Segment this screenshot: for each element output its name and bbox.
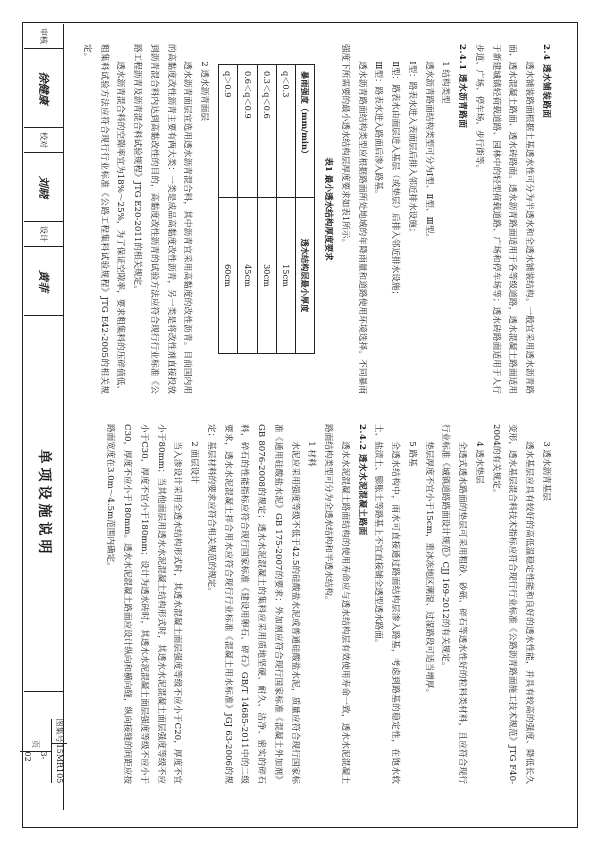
list-item: Ⅰ型：路表水进入表面层后排入邻近排水设施； [407,61,417,237]
table-caption: 表1 最小透水结构厚度要求 [323,157,334,261]
table-cell: q＜0.3 [276,65,295,198]
table-cell: q＞0.9 [219,65,238,198]
subheading: 5 路基 [407,441,417,467]
section-heading: 2.4.1 透水沥青路面 [457,44,468,129]
list-item: Ⅱ型：路表水由面层进入基层（或垫层）后排入邻近排水设施； [390,61,401,300]
paragraph: 全透式透水路面的垫层可采用粗砂、砂砾、碎石等透水性好的粒料类材料，且应符合现行行业标准《城镇道路路面设计规范》CJJ 169-2012的有关规定。 [440,424,468,784]
designer-label: 设计 [24,222,63,247]
atlas-label: 图集号 [52,719,68,744]
subheading: 4 透水垫层 [474,441,484,484]
paragraph: 透水铺装路面根据土基透水性可分为半透水和全透水铺装结构。一般宜采用透水沥青路面、透水混凝土路面、透水砖路面。透水沥青路面适用于各等级道路，透水混凝土路面适用于新建城镇轻荷载道路、园林中的轻型荷载道路、广场和停车场等；透水砖路面适用于人行步道、广场、停车场、步行街等。 [474,44,535,394]
page-label: 页 [20,738,51,752]
table-cell: 45cm [238,197,257,353]
reviewer-label: 审核 [24,24,63,49]
table-row [257,65,276,354]
table-header: 透水结构层最小厚度 [296,197,315,353]
checker-label: 校对 [24,128,63,153]
section-heading: 2.4 透水铺装路面 [541,44,551,119]
paragraph: 透水水泥混凝土路面结构的使用寿命应与透水结构层有效使用寿命一致，透水水泥混凝土路面结构类型可分为全透水结构和半透水结构。 [323,424,350,784]
sheet-title: 单项设施说明 [24,316,63,692]
thickness-table [218,64,315,354]
paragraph: 透水沥青路面结构类型应根据路面所处地域的年降雨量和道路使用环境选择。不同暴雨强度下所需要的最小透水结构层厚度要求如表1所示。 [340,44,367,394]
table-cell: 0.6＜q＜0.9 [238,65,257,198]
table-header: 暴雨强度（mm/min） [296,65,315,198]
subheading: 2 面层设计 [189,441,200,484]
atlas-info [24,692,63,810]
page-number: 3-02 [23,751,48,762]
list-item: Ⅲ型：路表水进入路面后渗入路基。 [373,61,384,199]
table-row [276,65,295,354]
table-cell: 30cm [257,197,276,353]
designer-name: 黄菲 [24,247,63,316]
reviewer-signature: 徐健康 [24,49,63,128]
right-column [102,424,554,784]
table-cell: 60cm [219,197,238,353]
subheading: 3 透水沥青基层 [541,441,551,501]
left-column [78,44,554,394]
page-row [20,738,51,765]
table-cell: 15cm [276,197,295,353]
paragraph: 水泥应采用强度等级不低于42.5的硅酸盐水泥或普通硅酸盐水泥，质量应符合现行国家标准《通用硅酸盐水泥》GB 175-2007的要求；外加剂应符合现行国家标准《混凝土外加剂》GB 8076-2008的规定；透水水泥混凝土的集料应采用质地坚硬、耐久、洁净、密实的碎石料，碎石的性能指标应符合现行国家标准《建设用卵石、碎石》GB/T 14685-2011中的二级要求，透水水泥混凝土拌合用水应符合现行行业标准《混凝土用水标准》JGJ 63-2006的规定；基层材料的要求应符合相关规范的规定。 [206,424,300,784]
subheading: 2 透水沥青面层 [199,61,210,121]
table-row [238,65,257,354]
paragraph: 当入渗设计采用全透水结构形式时，其透水混凝土面层强度等级不应小于C20，厚度不宜小于80mm；当其他面层用透水水泥混凝土结构形式时，其透水水泥混凝土面层强度等级不应小于C30，厚度不宜小于180mm；设计为透水砖时，其透水水泥混凝土面层强度等级不应小于C30，厚度不应小于180mm。透水水泥混凝土路面应设计纵向和横向缝，纵向接缝的间距应按路面宽度在3.0m～4.5m范围内确定。 [105,424,183,784]
atlas-number: 15MR105 [55,743,65,784]
table-row [219,65,238,354]
rotated-sheet [24,24,576,810]
atlas-row [51,719,68,784]
paragraph: 透水沥青面层宜选用透水沥青混合料，其中沥青宜采用高黏度的改性沥青。目前国内用的高黏度改性沥青主要有两大类：一类是成品高黏度改性沥青，另一类是将改性剂直接投放到沥青混合料内达到高黏改性的目的，高黏度改性沥青的试验方法应符合现行行业标准《公路工程沥青及沥青混合料试验规程》JTG E20-2011的相关规定。 [132,44,193,394]
table-header-row [296,65,315,354]
paragraph: 垫层厚度不宜小于15cm，重冰冻地区潮湿、过湿路段可适当增厚。 [423,441,434,698]
section-heading: 2.4.2 透水水泥混凝土路面 [356,424,367,536]
title-block [24,24,64,810]
checker-name: 刘晓 [24,153,63,222]
paragraph: 透水基层应具有较好的高低温稳定性能和良好的透水性能，并具有较高的强度、降低长久变形，透水基层混合料技术指标应符合现行行业标准《公路沥青路面施工技术规范》JTG F40-2004的有关规定。 [490,424,535,784]
subheading: 1 材料 [306,441,317,467]
paragraph: 透水沥青路面结构类型可分为Ⅰ型、Ⅱ型、Ⅲ型。 [423,61,434,242]
subheading: 1 结构类型 [440,61,451,104]
paragraph: 全透水结构中，雨水可直接通过路面结构层渗入路基，考虑到路基的稳定性，在饱水软土、盐渍土、膨胀土等路基上不宜直接铺全透型透水路面。 [373,424,401,784]
table-cell: 0.3＜q＜0.6 [257,65,276,198]
paragraph: 透水沥青混合料的空隙率宜为18%～25%，为了保证空隙率，要求粗集料的压碎值低、粗集料试验方法应符合现行行业标准《公路工程集料试验规程》JTG E42-2005的相关规定。 [81,44,126,394]
